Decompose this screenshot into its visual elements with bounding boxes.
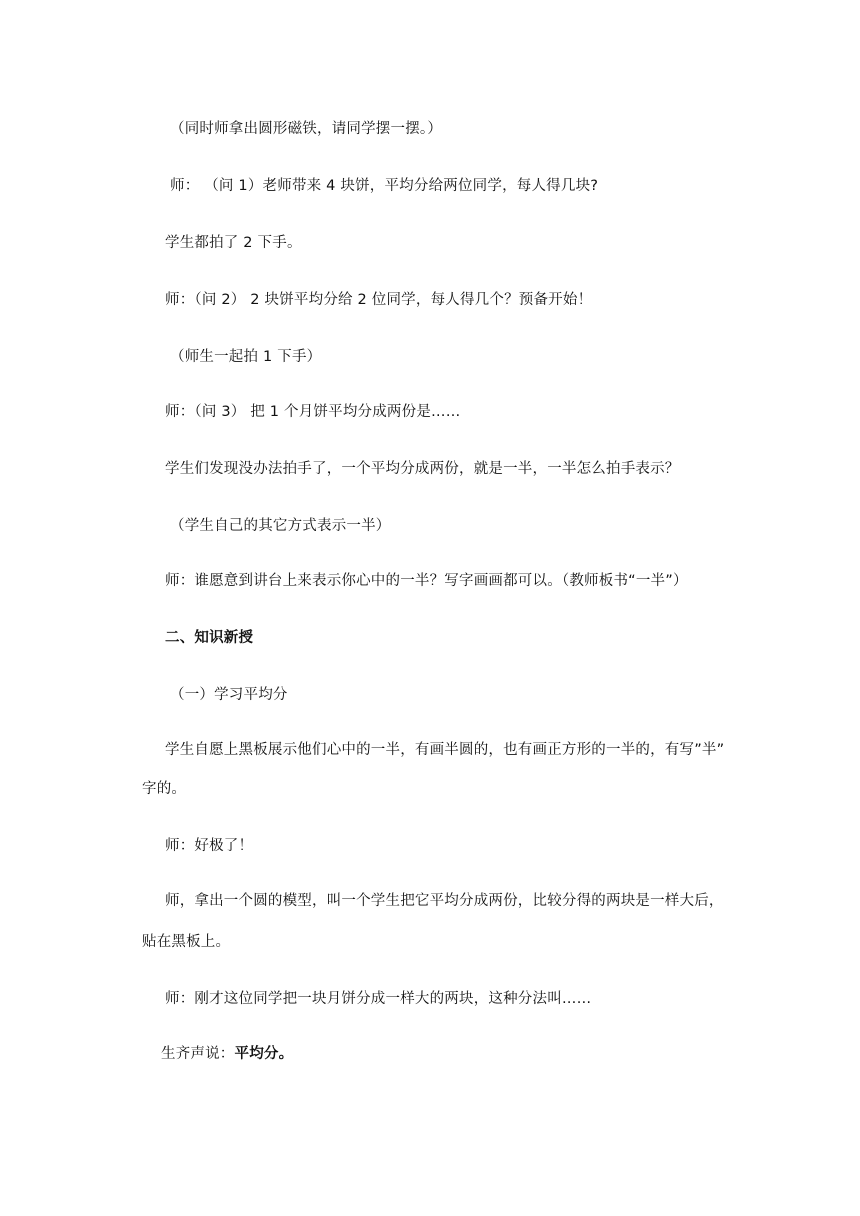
paragraph-magnet: （同时师拿出圆形磁铁，请同学摆一摆。） [170, 121, 443, 137]
paragraph-students-show-line1: 学生自愿上黑板展示他们心中的一半，有画半圆的，也有画正方形的一半的，有写”半” [165, 742, 725, 758]
paragraph-chorus [161, 1044, 293, 1064]
paragraph-clap-1: （师生一起拍 1 下手） [170, 349, 322, 365]
paragraph-question-3: 师：（问 3） 把 1 个月饼平均分成两份是…… [165, 404, 461, 420]
paragraph-other-ways: （学生自己的其它方式表示一半） [170, 518, 391, 534]
paragraph-clap-2: 学生都拍了 2 下手。 [165, 235, 302, 251]
paragraph-model-line1: 师，拿出一个圆的模型，叫一个学生把它平均分成两份，比较分得的两块是一样大后， [165, 893, 724, 909]
paragraph-division-method: 师：刚才这位同学把一块月饼分成一样大的两块，这种分法叫…… [165, 991, 592, 1007]
section-heading: 二、知识新授 [165, 630, 254, 646]
paragraph-model-line2: 贴在黑板上。 [142, 934, 231, 950]
subsection-heading: （一）学习平均分 [170, 687, 288, 703]
chorus-prefix: 生齐声说： [161, 1046, 235, 1062]
paragraph-great: 师：好极了！ [165, 838, 254, 854]
paragraph-blackboard: 师：谁愿意到讲台上来表示你心中的一半？写字画画都可以。（教师板书“一半”） [165, 573, 688, 589]
paragraph-question-1: 师： （问 1）老师带来 4 块饼，平均分给两位同学，每人得几块? [170, 178, 599, 194]
paragraph-students-show-line2: 字的。 [142, 781, 187, 797]
paragraph-question-2: 师：（问 2） 2 块饼平均分给 2 位同学，每人得几个？预备开始！ [165, 292, 593, 308]
chorus-emphasis: 平均分。 [234, 1046, 294, 1062]
paragraph-half-discovery: 学生们发现没办法拍手了，一个平均分成两份，就是一半，一半怎么拍手表示？ [165, 461, 680, 477]
